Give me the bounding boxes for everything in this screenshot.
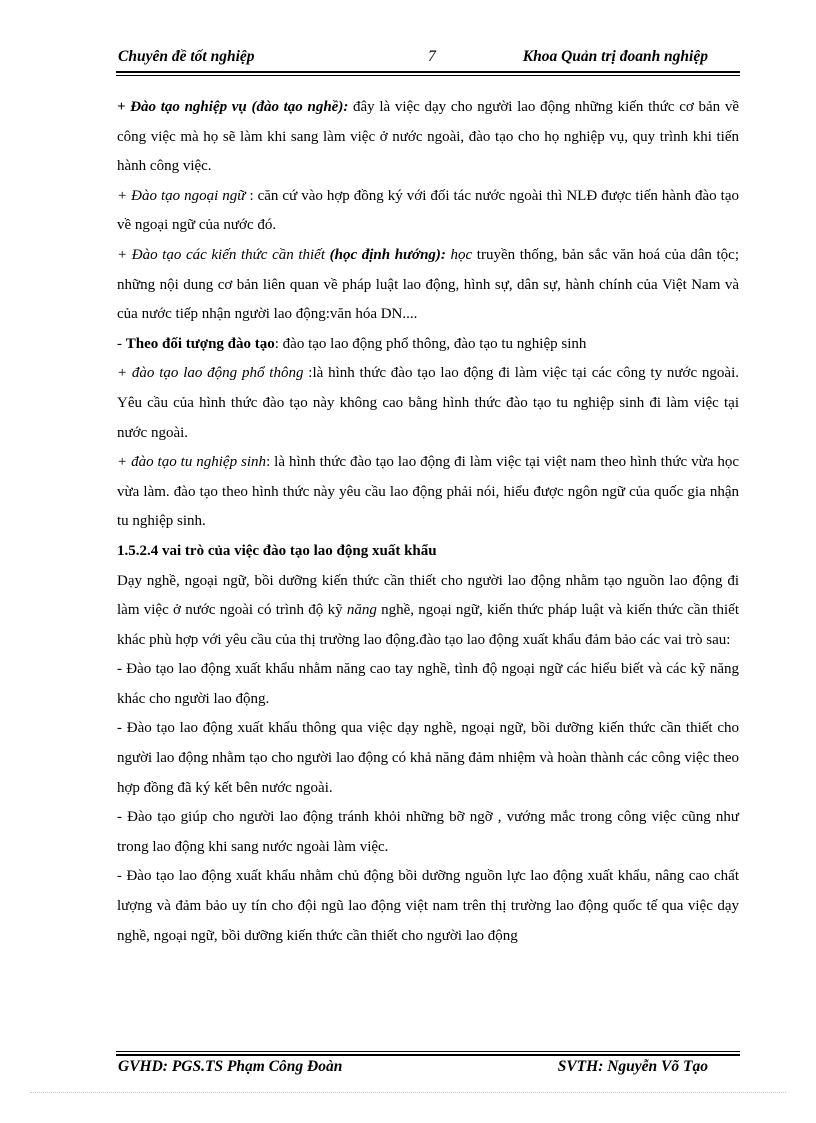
- paragraph-role-2: - Đào tạo lao động xuất khẩu thông qua việc dạy nghề, ngoại ngữ, bồi dưỡng kiến thức cần thiết cho người lao động nhằm tạo cho người lao động có khả năng đảm nhiệm và hoàn thành các công việc theo hợp đồng đã ký kết bên nước ngoài.: [117, 720, 739, 796]
- paragraph-by-target: [117, 330, 739, 360]
- paragraph-lead-bold: (học định hướng):: [329, 246, 446, 263]
- footer-double-rule: [116, 1051, 740, 1056]
- paragraph-general-labor: [117, 359, 739, 448]
- paragraph-text: :là hình thức đào tạo lao động đi làm việc tại các công ty nước ngoài. Yêu cầu của hình thức đào tạo này không cao bằng hình thức đào tạo tu nghiệp sinh đi làm việc tại nước ngoài.: [117, 365, 740, 441]
- footer-student: SVTH: Nguyễn Võ Tạo: [557, 1058, 708, 1075]
- paragraph-lead: + Đào tạo các kiến thức cần thiết: [117, 246, 330, 263]
- paragraph-prefix: -: [117, 335, 126, 352]
- header-faculty: Khoa Quản trị đoanh nghiệp: [522, 48, 708, 65]
- paragraph-role-4: - Đào tạo lao động xuất khẩu nhằm chủ động bồi dưỡng nguồn lực lao động xuất khẩu, nâng cao chất lượng và đảm bảo uy tín cho đội ngũ lao động việt nam trên thị trường lao động quốc tế qua việc dạy nghề, ngoại ngữ, bồi dưỡng kiến thức cần thiết cho người lao động: [117, 868, 739, 944]
- paragraph-lead: Theo đối tượng đào tạo: [125, 335, 275, 352]
- paragraph-training-language: [117, 182, 739, 241]
- paragraph-italic-word: năng: [346, 602, 377, 619]
- paragraph-lead: + đào tạo tu nghiệp sinh: [117, 454, 267, 471]
- paragraph-role-intro: [117, 567, 739, 656]
- header-double-rule: [116, 71, 740, 76]
- paragraph-text: truyền thống, bản sắc văn hoá của dân tộc; những nội dung cơ bản liên quan về pháp luật lao động, hình sự, dân sự, hành chính của Việt Nam và của nước tiếp nhận người lao động:văn hóa DN....: [117, 246, 739, 323]
- paragraph-lead: + đào tạo lao động phổ thông: [117, 365, 304, 382]
- paragraph-lead: + Đào tạo ngoại ngữ: [117, 187, 246, 204]
- paragraph-training-profession: [117, 93, 739, 182]
- paragraph-text: : đào tạo lao động phổ thông, đào tạo tu nghiệp sinh: [274, 335, 587, 352]
- paragraph-text: Dạy nghề, ngoại ngữ, bồi dưỡng kiến thức cần thiết cho người lao động nhằm tạo nguồn lao động đi làm việc ở nước ngoài có trình độ kỹ: [117, 572, 739, 619]
- page-bottom-dotted-line: [30, 1092, 786, 1093]
- paragraph-text: : căn cứ vào hợp đồng ký với đối tác nước ngoài thì NLĐ được tiến hành đào tạo về ngoại ngữ của nước đó.: [117, 187, 739, 234]
- paragraph-lead-italic: học: [445, 246, 473, 263]
- page-header: [116, 48, 740, 70]
- paragraph-trainee: [117, 448, 739, 537]
- header-document-title: Chuyên đề tốt nghiệp: [118, 48, 255, 65]
- paragraph-role-1: - Đào tạo lao động xuất khẩu nhằm năng cao tay nghề, tình độ ngoại ngữ các hiểu biết và các kỹ năng khác cho người lao động.: [117, 661, 739, 707]
- paragraph-training-knowledge: [117, 241, 739, 330]
- paragraph-lead: + Đào tạo nghiệp vụ (đào tạo nghề):: [117, 99, 349, 115]
- paragraph-text: đây là việc dạy cho người lao động những kiến thức cơ bản về công việc mà họ sẽ làm khi sang làm việc ở nước ngoài, đào tạo cho họ nghiệp vụ, quy trình khi tiến hành công việc.: [117, 99, 740, 175]
- page-body: [117, 93, 739, 951]
- paragraph-role-3: - Đào tạo giúp cho người lao động tránh khỏi những bỡ ngỡ , vướng mắc trong công việc cũng như trong lao động khi sang nước ngoài làm việc.: [117, 809, 739, 855]
- page-footer: [116, 1058, 740, 1080]
- header-page-number: 7: [428, 48, 436, 65]
- footer-supervisor: GVHD: PGS.TS Phạm Công Đoàn: [118, 1058, 343, 1075]
- paragraph-text: : là hình thức đào tạo lao động đi làm việc tại việt nam theo hình thức vừa học vừa làm. đào tạo theo hình thức này yêu cầu lao động phải nói, hiểu được ngôn ngữ của quốc gia nhận tu nghiệp sinh.: [117, 454, 739, 530]
- section-heading: 1.5.2.4 vai trò của việc đào tạo lao động xuất khẩu: [117, 542, 437, 559]
- paragraph-text-cont: nghề, ngoại ngữ, kiến thức pháp luật và kiến thức cần thiết khác phù hợp với yêu cầu của thị trường lao động.đào tạo lao động xuất khẩu đảm bảo các vai trò sau:: [117, 602, 739, 648]
